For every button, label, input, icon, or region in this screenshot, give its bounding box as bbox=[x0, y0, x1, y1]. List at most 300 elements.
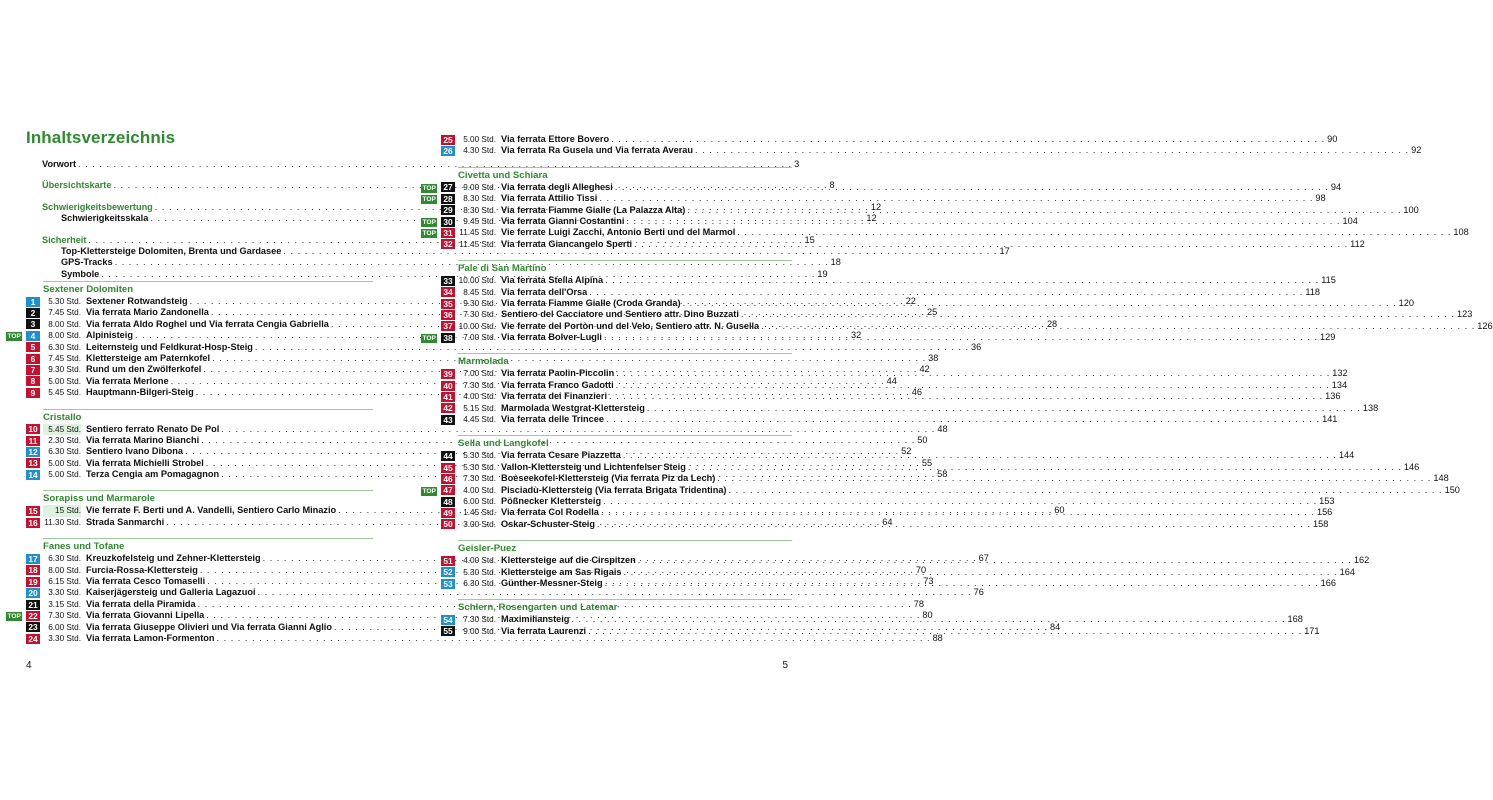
leader-dots bbox=[729, 485, 1443, 496]
tour-page: 46 bbox=[911, 387, 923, 398]
tour-duration: 8.30 Std. bbox=[463, 194, 496, 204]
tour-duration: 5.45 Std. bbox=[48, 388, 81, 398]
leader-dots bbox=[605, 578, 1319, 589]
tour-duration: 5.00 Std. bbox=[48, 458, 81, 468]
leader-dots bbox=[616, 380, 1330, 391]
tour-page: 112 bbox=[1350, 238, 1365, 249]
tour-title: Via ferrata dell'Orsa bbox=[501, 286, 588, 297]
toc-entry-page: 3 bbox=[794, 159, 800, 169]
tour-title: Vie ferrate F. Berti und A. Vandelli, Sentiero Carlo Minazio bbox=[86, 505, 337, 516]
tour-number-badge: 20 bbox=[26, 588, 40, 598]
tour-duration: 7.30 Std. bbox=[463, 615, 496, 625]
tour-number-badge: 19 bbox=[26, 577, 40, 587]
tour-page: 22 bbox=[905, 296, 916, 306]
tour-title: Günther-Messner-Steig bbox=[501, 577, 603, 588]
top-badge: TOP bbox=[422, 184, 436, 192]
tour-number-badge: 3 bbox=[26, 319, 40, 329]
tour-title: Via ferrata Marino Bianchi bbox=[86, 434, 200, 445]
tour-title: Via ferrata Ra Gusela und Via ferrata Averau bbox=[501, 145, 694, 156]
tour-page: 64 bbox=[882, 516, 893, 527]
section-heading: Marmolada bbox=[458, 353, 792, 368]
tour-page: 32 bbox=[851, 330, 862, 341]
tour-number-badge: 7 bbox=[26, 365, 40, 375]
tour-duration: 7.30 Std. bbox=[463, 474, 496, 484]
tour-page: 118 bbox=[1305, 286, 1321, 297]
tour-page: 153 bbox=[1319, 495, 1335, 506]
tour-page: 104 bbox=[1342, 215, 1358, 226]
tour-title: Via ferrata Giovanni Lipella bbox=[86, 610, 205, 621]
top-badge: TOP bbox=[422, 196, 436, 204]
leader-dots bbox=[695, 145, 1409, 156]
tour-title: Boèseekofel-Klettersteig (Via ferrata Piz da Lech) bbox=[501, 473, 716, 484]
tour-number-badge: 23 bbox=[26, 622, 40, 632]
top-slot bbox=[421, 332, 441, 343]
tour-title: Via ferrata Laurenzi bbox=[501, 625, 587, 636]
tour-duration: 7.45 Std. bbox=[48, 353, 81, 363]
tour-page: 164 bbox=[1339, 566, 1355, 577]
tour-entry[interactable] bbox=[6, 341, 982, 353]
leader-dots bbox=[589, 287, 1303, 298]
tour-number-badge: 43 bbox=[441, 415, 455, 425]
section-heading: Sella und Langkofel bbox=[458, 435, 792, 450]
tour-page: 132 bbox=[1332, 368, 1348, 379]
tour-number-badge: 29 bbox=[441, 205, 455, 215]
toc-entry[interactable] bbox=[42, 257, 841, 268]
section-heading: Cristallo bbox=[43, 409, 373, 424]
tour-number-badge: 49 bbox=[441, 508, 455, 518]
tour-entry[interactable] bbox=[421, 286, 1321, 298]
tour-title: Via ferrata Mario Zandonella bbox=[86, 307, 209, 318]
toc-entry-page: 17 bbox=[999, 245, 1010, 256]
leader-dots bbox=[624, 564, 1338, 578]
leader-dots bbox=[571, 614, 1285, 625]
tour-page: 166 bbox=[1320, 577, 1337, 588]
tour-title: Via ferrata Fiamme Gialle (La Palazza Alta) bbox=[501, 204, 686, 215]
tour-duration: 7.30 Std. bbox=[48, 611, 81, 621]
tour-title: Via ferrata Cesco Tomaselli bbox=[86, 576, 206, 587]
toc-entry-title: Schwierigkeitsskala bbox=[61, 213, 149, 224]
tour-title: Via ferrata Gianni Costantini bbox=[501, 215, 625, 226]
leader-dots bbox=[588, 626, 1302, 637]
leader-dots bbox=[597, 516, 1311, 530]
top-slot bbox=[421, 485, 441, 496]
tour-number-badge: 21 bbox=[26, 600, 40, 610]
toc-entry-page: 18 bbox=[830, 257, 841, 268]
leader-dots bbox=[683, 298, 1397, 309]
tour-page: 108 bbox=[1453, 227, 1469, 238]
tour-number-badge: 25 bbox=[441, 135, 455, 145]
tour-number-badge: 12 bbox=[26, 447, 40, 457]
toc-entry-title: Top-Klettersteige Dolomiten, Brenta und Gardasee bbox=[61, 245, 282, 256]
tour-duration: 8.00 Std. bbox=[48, 565, 81, 575]
tour-duration: 6.00 Std. bbox=[48, 622, 81, 632]
tour-number-badge: 15 bbox=[26, 506, 40, 516]
tour-duration: 6.30 Std. bbox=[48, 342, 81, 352]
tour-title: Via ferrata Fiamme Gialle (Croda Granda) bbox=[501, 297, 681, 308]
tour-page: 156 bbox=[1316, 507, 1333, 518]
tour-number-badge: 8 bbox=[26, 376, 40, 386]
tour-title: Pisciadù-Klettersteig (Via ferrata Brigata Tridentina) bbox=[501, 484, 727, 495]
leader-dots bbox=[634, 239, 1348, 250]
tour-duration: 3.30 Std. bbox=[48, 588, 81, 598]
tour-page: 90 bbox=[1327, 134, 1338, 144]
tour-title: Via ferrata Giuseppe Olivieri und Via ferrata Gianni Aglio bbox=[86, 621, 332, 632]
tour-title: Vie ferrate del Portòn und del Velo, Sentiero attr. N. Gusella bbox=[501, 320, 760, 331]
tour-duration: 11.30 Std. bbox=[44, 517, 81, 527]
tour-title: Vie ferrate Luigi Zacchi, Antonio Berti und del Marmol bbox=[501, 227, 736, 238]
tour-duration: 7.00 Std. bbox=[463, 369, 496, 379]
toc-entry[interactable] bbox=[42, 245, 1010, 257]
tour-title: Via ferrata Merlone bbox=[86, 375, 169, 386]
tour-number-badge: 39 bbox=[441, 369, 455, 379]
top-badge: TOP bbox=[422, 487, 436, 495]
tour-page: 60 bbox=[1054, 505, 1065, 516]
tour-title: Via ferrata delle Trincee bbox=[501, 414, 604, 425]
tour-title: Via ferrata Giancangelo Sperti bbox=[501, 238, 633, 249]
tour-page: 58 bbox=[937, 469, 948, 480]
top-slot bbox=[421, 193, 441, 204]
leader-dots bbox=[606, 414, 1320, 425]
top-slot bbox=[421, 182, 441, 193]
tour-page: 38 bbox=[928, 352, 939, 363]
top-badge: TOP bbox=[422, 335, 436, 343]
tour-number-badge: 26 bbox=[441, 146, 455, 156]
leader-dots bbox=[717, 473, 1431, 484]
leader-dots bbox=[623, 450, 1337, 461]
tour-number-badge: 28 bbox=[441, 194, 455, 204]
tour-number-badge: 24 bbox=[26, 634, 40, 644]
tour-duration: 10.00 Std. bbox=[458, 276, 496, 286]
tour-duration: 6.30 Std. bbox=[463, 578, 496, 588]
tour-duration: 7.30 Std. bbox=[463, 310, 496, 320]
top-badge: TOP bbox=[7, 613, 21, 621]
top-slot bbox=[421, 227, 441, 238]
tour-title: Klettersteige am Sas Rigais bbox=[501, 566, 622, 577]
section-heading: Pale di San Martino bbox=[458, 260, 792, 275]
tour-entry[interactable] bbox=[6, 423, 948, 435]
section-heading: Schlern, Rosengarten und Latemar bbox=[458, 599, 792, 614]
section-heading: Fanes und Tofane bbox=[43, 538, 373, 553]
tour-page: 52 bbox=[901, 446, 912, 457]
tour-title: Sextener Rotwandsteig bbox=[86, 296, 188, 306]
tour-entry[interactable] bbox=[421, 495, 1335, 507]
tour-page: 134 bbox=[1331, 379, 1348, 390]
tour-page: 136 bbox=[1325, 391, 1341, 402]
tour-page: 148 bbox=[1433, 473, 1449, 484]
top-badge: TOP bbox=[422, 230, 436, 238]
leader-dots bbox=[616, 368, 1330, 379]
tour-duration: 9.45 Std. bbox=[463, 216, 496, 226]
tour-page: 44 bbox=[886, 375, 897, 386]
tour-number-badge: 34 bbox=[441, 287, 455, 297]
leader-dots bbox=[609, 391, 1323, 402]
tour-duration: 11.45 Std. bbox=[459, 228, 496, 238]
tour-duration: 8.00 Std. bbox=[48, 319, 81, 329]
tour-number-badge: 22 bbox=[26, 611, 40, 621]
leader-dots bbox=[687, 205, 1401, 216]
tour-number-badge: 53 bbox=[441, 579, 455, 589]
top-slot bbox=[421, 216, 441, 227]
tour-entry[interactable] bbox=[421, 193, 1326, 204]
tour-page: 115 bbox=[1321, 275, 1336, 286]
tour-page: 73 bbox=[923, 576, 934, 587]
tour-title: Via ferrata della Piramida bbox=[86, 598, 196, 609]
tour-number-badge: 31 bbox=[441, 228, 455, 238]
tour-duration: 9.30 Std. bbox=[463, 298, 496, 308]
tour-duration: 6.30 Std. bbox=[48, 447, 81, 457]
tour-duration: 6.30 Std. bbox=[48, 554, 81, 564]
tour-number-badge: 11 bbox=[26, 436, 40, 446]
page-title: Inhaltsverzeichnis bbox=[26, 128, 176, 147]
tour-number-badge: 50 bbox=[441, 519, 455, 529]
tour-number-badge: 36 bbox=[441, 310, 455, 320]
tour-number-badge: 27 bbox=[441, 182, 455, 192]
leader-dots bbox=[615, 182, 1329, 193]
tour-number-badge: 17 bbox=[26, 554, 40, 564]
top-slot bbox=[6, 330, 26, 341]
tour-page: 141 bbox=[1322, 414, 1338, 425]
tour-page: 88 bbox=[932, 632, 943, 643]
tour-number-badge: 42 bbox=[441, 403, 455, 413]
tour-page: 48 bbox=[937, 423, 948, 434]
tour-page: 70 bbox=[915, 564, 927, 575]
tour-number-badge: 1 bbox=[26, 297, 40, 307]
tour-number-badge: 40 bbox=[441, 381, 455, 391]
tour-duration: 4.00 Std. bbox=[463, 556, 496, 566]
tour-duration: 9.00 Std. bbox=[463, 182, 496, 192]
tour-number-badge: 52 bbox=[441, 567, 455, 577]
top-slot bbox=[6, 610, 26, 621]
toc-entry-title: Symbole bbox=[61, 268, 100, 279]
tour-title: Sentiero ferrato Renato De Pol bbox=[86, 423, 220, 434]
tour-number-badge: 33 bbox=[441, 276, 455, 286]
tour-duration: 3.15 Std. bbox=[48, 599, 81, 609]
tour-page: 42 bbox=[919, 364, 930, 375]
tour-title: Oskar-Schuster-Steig bbox=[501, 518, 595, 529]
page-number-right: 5 bbox=[782, 660, 788, 671]
leader-dots bbox=[741, 309, 1455, 320]
tour-number-badge: 55 bbox=[441, 626, 455, 636]
toc-entry-title: Vorwort bbox=[42, 159, 77, 169]
tour-duration: 15 Std. bbox=[43, 505, 81, 516]
tour-number-badge: 18 bbox=[26, 565, 40, 575]
tour-page: 25 bbox=[926, 307, 938, 318]
section-heading: Sextener Dolomiten bbox=[43, 281, 373, 296]
tour-page: 120 bbox=[1398, 297, 1414, 308]
tour-duration: 11.45 Std. bbox=[459, 239, 496, 249]
tour-entry[interactable] bbox=[421, 275, 1336, 286]
tour-number-badge: 32 bbox=[441, 239, 455, 249]
tour-page: 28 bbox=[1046, 318, 1058, 329]
tour-page: 36 bbox=[971, 341, 982, 352]
tour-duration: 5.00 Std. bbox=[48, 376, 81, 386]
leader-dots bbox=[603, 496, 1317, 507]
tour-number-badge: 44 bbox=[441, 451, 455, 461]
tour-number-badge: 41 bbox=[441, 392, 455, 402]
tour-duration: 9.00 Std. bbox=[463, 626, 496, 636]
toc-entry-title: Sicherheit bbox=[42, 234, 87, 245]
tour-number-badge: 6 bbox=[26, 354, 40, 364]
tour-title: Vallon-Klettersteig und Lichtenfelser Steig bbox=[501, 461, 686, 472]
tour-entry[interactable] bbox=[421, 484, 1460, 496]
tour-page: 150 bbox=[1444, 484, 1460, 495]
toc-entry-title: Übersichtskarte bbox=[42, 180, 112, 191]
tour-entry[interactable] bbox=[421, 145, 1422, 157]
tour-title: Via ferrata Aldo Roghel und Via ferrata Cengia Gabriella bbox=[86, 318, 329, 329]
tour-duration: 5.00 Std. bbox=[48, 470, 81, 480]
tour-title: Maximiliansteig bbox=[501, 614, 570, 625]
tour-title: Strada Sanmarchi bbox=[86, 516, 165, 527]
tour-duration: 9.30 Std. bbox=[48, 365, 81, 375]
tour-title: Pößnecker Klettersteig bbox=[501, 495, 602, 506]
top-badge: TOP bbox=[7, 333, 21, 341]
tour-page: 123 bbox=[1456, 309, 1473, 320]
tour-title: Klettersteige am Paternkofel bbox=[86, 352, 211, 363]
toc-entry[interactable] bbox=[42, 159, 800, 170]
tour-duration: 7.00 Std. bbox=[463, 333, 496, 343]
tour-number-badge: 37 bbox=[441, 321, 455, 331]
leader-dots bbox=[601, 507, 1315, 518]
tour-duration: 1.45 Std. bbox=[463, 508, 496, 518]
tour-title: Via ferrata Attilio Tissi bbox=[501, 193, 598, 204]
tour-duration: 3.30 Std. bbox=[48, 633, 81, 643]
tour-title: Via ferrata Lamon-Formenton bbox=[86, 632, 215, 643]
tour-page: 146 bbox=[1403, 461, 1420, 472]
tour-duration: 3.00 Std. bbox=[463, 519, 496, 529]
tour-page: 168 bbox=[1287, 614, 1303, 625]
tour-page: 76 bbox=[973, 587, 984, 598]
tour-duration: 5.45 Std. bbox=[43, 424, 81, 435]
tour-number-badge: 13 bbox=[26, 458, 40, 468]
tour-duration: 2.30 Std. bbox=[48, 435, 81, 445]
tour-number-badge: 16 bbox=[26, 518, 40, 528]
tour-page: 67 bbox=[978, 553, 989, 564]
tour-page: 92 bbox=[1411, 145, 1422, 156]
toc-entry-page: 19 bbox=[817, 268, 828, 279]
page-number-left: 4 bbox=[26, 660, 32, 671]
tour-page: 126 bbox=[1477, 320, 1493, 331]
tour-number-badge: 46 bbox=[441, 474, 455, 484]
toc-entry-page: 15 bbox=[804, 234, 815, 245]
tour-page: 129 bbox=[1320, 332, 1336, 343]
tour-title: Rund um den Zwölferkofel bbox=[86, 364, 202, 375]
tour-title: Leiternsteig und Feldkurat-Hosp-Steig bbox=[86, 341, 253, 352]
leader-dots bbox=[599, 193, 1313, 204]
tour-page: 50 bbox=[917, 434, 928, 445]
tour-title: Alpinisteig bbox=[86, 330, 133, 341]
tour-page: 171 bbox=[1304, 625, 1320, 636]
toc-entry-page: 12 bbox=[870, 201, 882, 212]
tour-page: 78 bbox=[913, 598, 924, 609]
tour-entry[interactable] bbox=[6, 587, 984, 599]
tour-title: Sentiero del Cacciatore und Sentiero attr. Dino Buzzati bbox=[501, 309, 739, 320]
top-badge: TOP bbox=[422, 218, 436, 226]
leader-dots bbox=[605, 275, 1319, 286]
tour-entry[interactable] bbox=[421, 227, 1469, 239]
leader-dots bbox=[688, 462, 1402, 473]
leader-dots bbox=[604, 332, 1318, 343]
tour-duration: 10.00 Std. bbox=[458, 321, 496, 331]
tour-duration: 7.30 Std. bbox=[463, 380, 496, 390]
tour-title: Via ferrata Paolin-Piccolin bbox=[501, 368, 615, 379]
tour-title: Sentiero Ivano Dibona bbox=[86, 446, 183, 457]
tour-page: 100 bbox=[1403, 204, 1419, 215]
tour-number-badge: 14 bbox=[26, 470, 40, 480]
tour-duration: 8.00 Std. bbox=[48, 331, 81, 341]
leader-dots bbox=[626, 216, 1340, 227]
leader-dots bbox=[761, 318, 1475, 332]
tour-duration: 5.30 Std. bbox=[463, 462, 496, 472]
tour-page: 55 bbox=[921, 457, 933, 468]
tour-number-badge: 30 bbox=[441, 217, 455, 227]
tour-title: Terza Cengia am Pomagagnon bbox=[86, 469, 220, 480]
leader-dots bbox=[638, 555, 1352, 566]
tour-duration: 6.00 Std. bbox=[463, 496, 496, 506]
tour-title: Via ferrata Stella Alpina bbox=[501, 275, 604, 286]
tour-number-badge: 35 bbox=[441, 299, 455, 309]
section-heading: Geisler-Puez bbox=[458, 540, 792, 555]
section-heading: Sorapiss und Marmarole bbox=[43, 490, 373, 505]
tour-page: 84 bbox=[1050, 621, 1061, 632]
tour-number-badge: 45 bbox=[441, 463, 455, 473]
tour-entry[interactable] bbox=[421, 402, 1379, 414]
tour-entry[interactable] bbox=[421, 181, 1342, 193]
tour-duration: 4.00 Std. bbox=[463, 392, 496, 402]
tour-duration: 4.00 Std. bbox=[463, 485, 496, 495]
tour-number-badge: 47 bbox=[441, 485, 455, 495]
tour-page: 80 bbox=[922, 610, 933, 621]
tour-entry[interactable] bbox=[421, 414, 1338, 425]
tour-entry[interactable] bbox=[6, 632, 943, 644]
tour-title: Via ferrata degli Alleghesi bbox=[501, 181, 613, 192]
tour-duration: 4.30 Std. bbox=[463, 146, 496, 156]
tour-number-badge: 5 bbox=[26, 342, 40, 352]
tour-page: 162 bbox=[1353, 555, 1370, 566]
tour-title: Kreuzkofelsteig und Zehner-Klettersteig bbox=[86, 553, 261, 564]
tour-duration: 5.30 Std. bbox=[48, 297, 81, 306]
toc-entry-title: Schwierigkeitsbewertung bbox=[42, 201, 153, 212]
tour-title: Furcia-Rossa-Klettersteig bbox=[86, 564, 198, 575]
tour-title: Via ferrata dei Finanzieri bbox=[501, 391, 608, 402]
tour-title: Via ferrata Michielli Strobel bbox=[86, 457, 204, 468]
tour-number-badge: 54 bbox=[441, 615, 455, 625]
tour-page: 98 bbox=[1315, 193, 1326, 204]
tour-number-badge: 4 bbox=[26, 331, 40, 341]
leader-dots bbox=[647, 403, 1361, 414]
toc-entry-page: 12 bbox=[866, 213, 877, 224]
tour-title: Via ferrata Franco Gadotti bbox=[501, 379, 614, 390]
leader-dots bbox=[737, 227, 1451, 238]
toc-entry-title: GPS-Tracks bbox=[61, 257, 113, 268]
section-heading: Civetta und Schiara bbox=[458, 167, 792, 182]
tour-duration: 7.45 Std. bbox=[48, 308, 81, 318]
tour-title: Hauptmann-Bilgeri-Steig bbox=[86, 387, 194, 398]
tour-page: 94 bbox=[1330, 181, 1342, 192]
toc-entry-page: 8 bbox=[829, 180, 835, 191]
tour-title: Marmolada Westgrat-Klettersteig bbox=[501, 402, 645, 413]
tour-duration: 5.30 Std. bbox=[463, 451, 496, 461]
tour-number-badge: 9 bbox=[26, 388, 40, 398]
tour-entry[interactable] bbox=[421, 134, 1338, 145]
tour-title: Via ferrata Cesare Piazzetta bbox=[501, 450, 621, 461]
tour-title: Via ferrata Ettore Bovero bbox=[501, 134, 610, 144]
tour-entry[interactable] bbox=[421, 461, 1420, 473]
tour-title: Kaiserjägersteig und Galleria Lagazuoi bbox=[86, 587, 256, 598]
tour-number-badge: 48 bbox=[441, 497, 455, 507]
tour-duration: 6.15 Std. bbox=[48, 577, 81, 587]
tour-number-badge: 10 bbox=[26, 424, 40, 434]
tour-page: 158 bbox=[1313, 518, 1329, 529]
